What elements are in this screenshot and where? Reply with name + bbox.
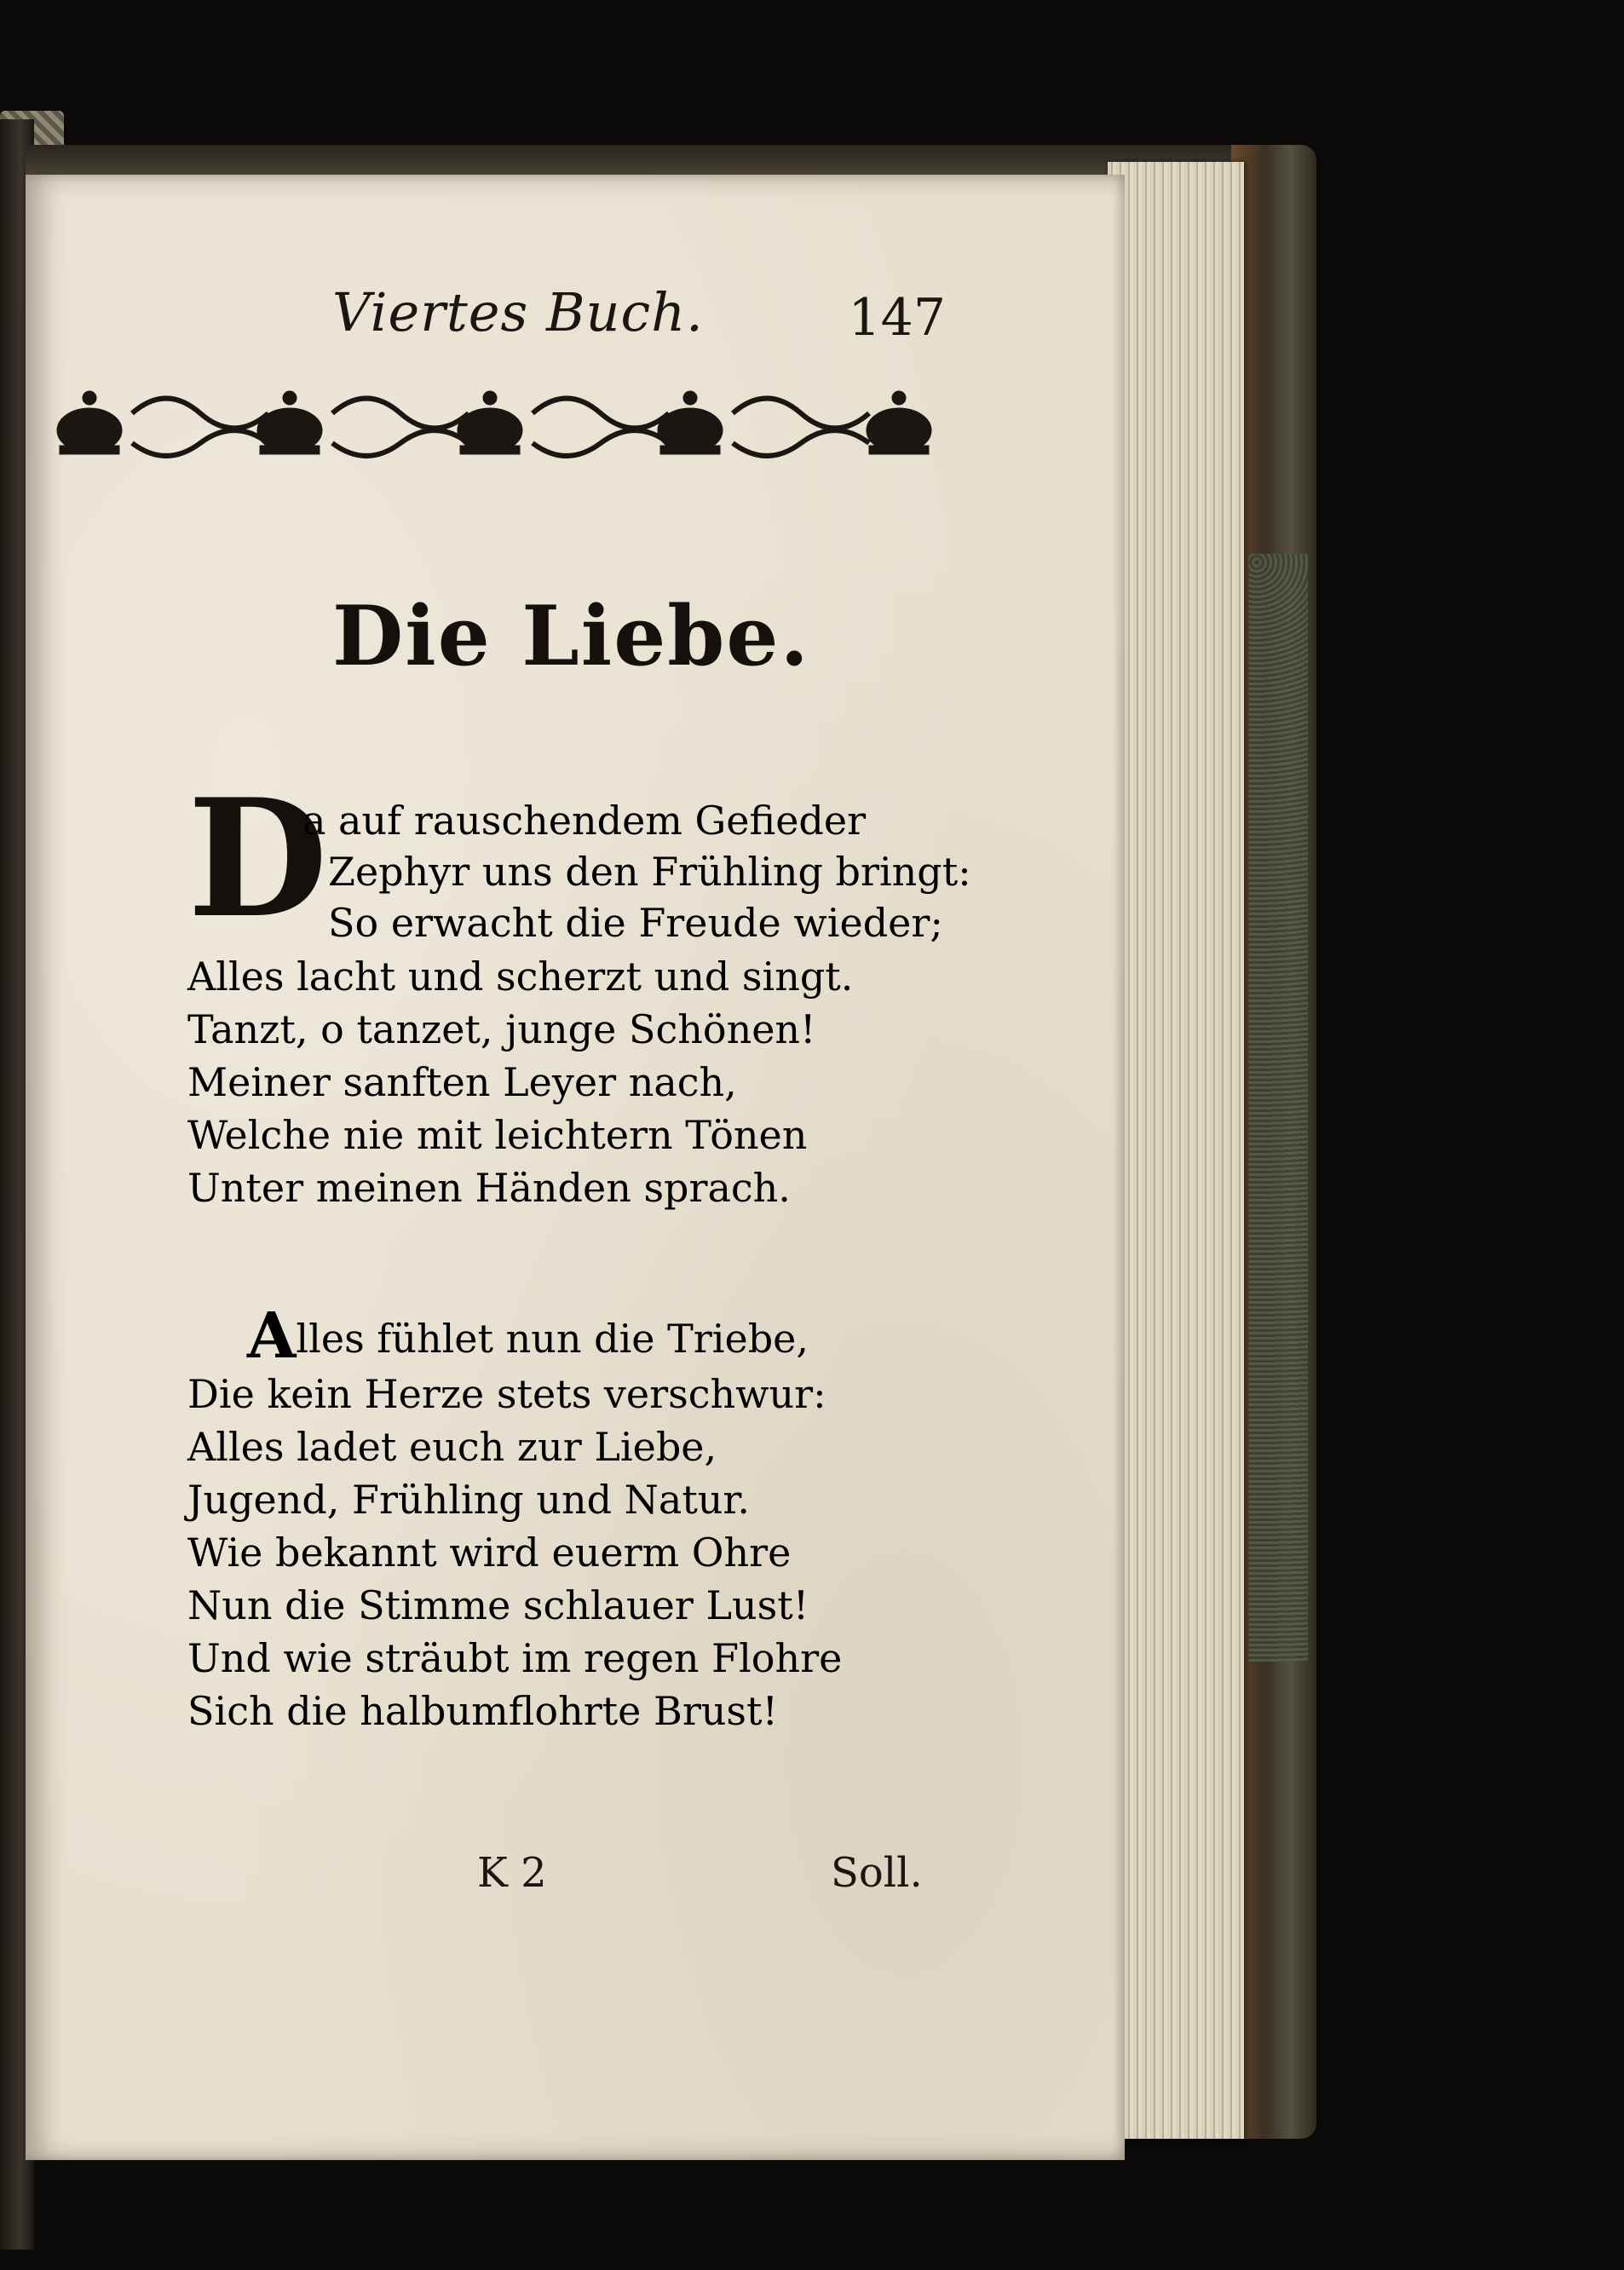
signature-mark: K 2 [477, 1849, 547, 1897]
poem-line: Jugend, Frühling und Natur. [187, 1477, 750, 1523]
book-cover-top [26, 145, 1295, 179]
running-title: Viertes Buch. [332, 281, 704, 343]
crown-icon [57, 391, 122, 454]
drop-cap: D [187, 763, 328, 954]
poem-line: a auf rauschendem Gefieder [302, 798, 867, 844]
poem-line: Alles lacht und scherzt und singt. [187, 954, 854, 1000]
poem-line: Tanzt, o tanzet, junge Schönen! [187, 1006, 816, 1052]
poem-line: Zephyr uns den Frühling bringt: [328, 849, 971, 895]
poem-line-first [247, 1299, 809, 1373]
stanza-initial: A [247, 1299, 297, 1373]
poem-line: lles fühlet nun die Triebe, [296, 1316, 809, 1362]
running-header [332, 273, 946, 358]
catchword: Soll. [831, 1849, 923, 1897]
crown-icon [257, 391, 322, 454]
poem-line: So erwacht die Freude wieder; [328, 900, 943, 946]
poem-line: Alles ladet euch zur Liebe, [187, 1424, 717, 1470]
poem-title: Die Liebe. [332, 588, 810, 684]
poem-line: Welche nie mit leichtern Tönen [187, 1112, 808, 1158]
poem-line: Sich die halbumflohrte Brust! [187, 1688, 779, 1734]
poem-line: Meiner sanften Leyer nach, [187, 1059, 737, 1105]
crown-icon [867, 391, 931, 454]
poem-line: Und wie sträubt im regen Flohre [187, 1635, 843, 1681]
crown-ornament-band [51, 379, 937, 464]
page-edges [1108, 162, 1244, 2139]
crown-icon [658, 391, 723, 454]
poem-line: Die kein Herze stets verschwur: [187, 1371, 826, 1417]
page-footer [0, 1849, 1108, 1917]
crown-icon [458, 391, 522, 454]
cover-marbling [1248, 554, 1308, 1662]
poem-line: Nun die Stimme schlauer Lust! [187, 1582, 809, 1628]
poem-line: Unter meinen Händen sprach. [187, 1165, 791, 1211]
page-number: 147 [848, 288, 946, 348]
poem-line: Wie bekannt wird euerm Ohre [187, 1530, 792, 1576]
